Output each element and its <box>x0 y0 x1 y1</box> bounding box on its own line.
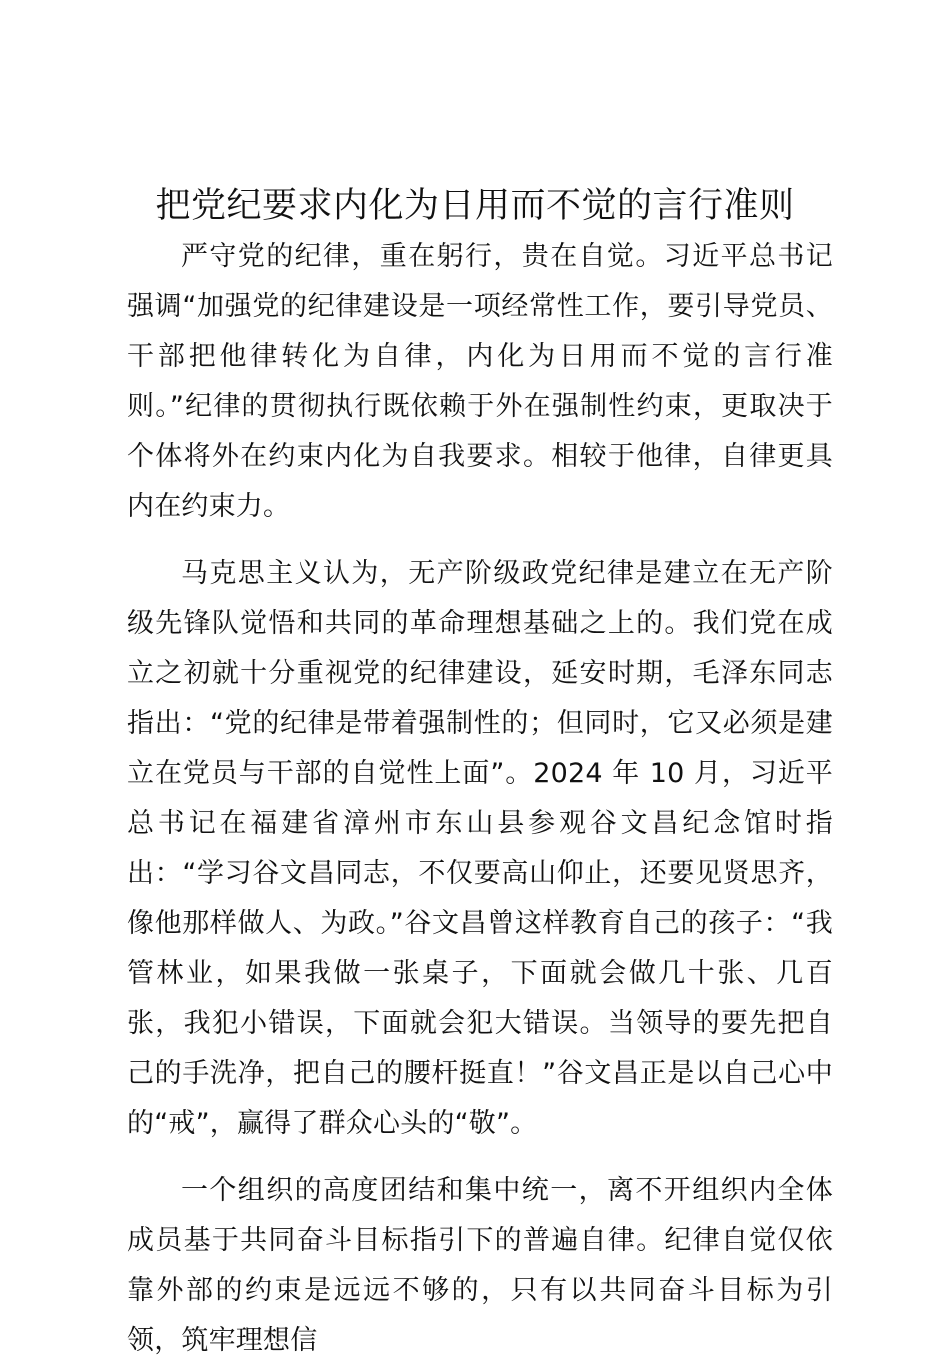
paragraph-3: 一个组织的高度团结和集中统一，离不开组织内全体成员基于共同奋斗目标指引下的普遍自律。纪律自觉仅依靠外部的约束是远远不够的，只有以共同奋斗目标为引领，筑牢理想信 <box>127 1175 833 1356</box>
document-body <box>127 232 833 1366</box>
paragraph-1: 严守党的纪律，重在躬行，贵在自觉。习近平总书记强调“加强党的纪律建设是一项经常性工作，要引导党员、干部把他律转化为自律，内化为日用而不觉的言行准则。”纪律的贯彻执行既依赖于外在强制性约束，更取决于个体将外在约束内化为自我要求。相较于他律，自律更具内在约束力。 <box>127 241 833 522</box>
document-title: 把党纪要求内化为日用而不觉的言行准则 <box>155 186 795 226</box>
paragraph-2: 马克思主义认为，无产阶级政党纪律是建立在无产阶级先锋队觉悟和共同的革命理想基础之上的。我们党在成立之初就十分重视党的纪律建设，延安时期，毛泽东同志指出：“党的纪律是带着强制性的；但同时，它又必须是建立在党员与干部的自觉性上面”。2024 年 10 月，习近平总书记在福建省漳州市东山县参观谷文昌纪念馆时指出：“学习谷文昌同志，不仅要高山仰止，还要见贤思齐，像他那样做人、为政。”谷文昌曾这样教育自己的孩子：“我管林业，如果我做一张桌子，下面就会做几十张、几百张，我犯小错误，下面就会犯大错误。当领导的要先把自己的手洗净，把自己的腰杆挺直！”谷文昌正是以自己心中的“戒”，赢得了群众心头的“敬”。 <box>127 558 833 1139</box>
